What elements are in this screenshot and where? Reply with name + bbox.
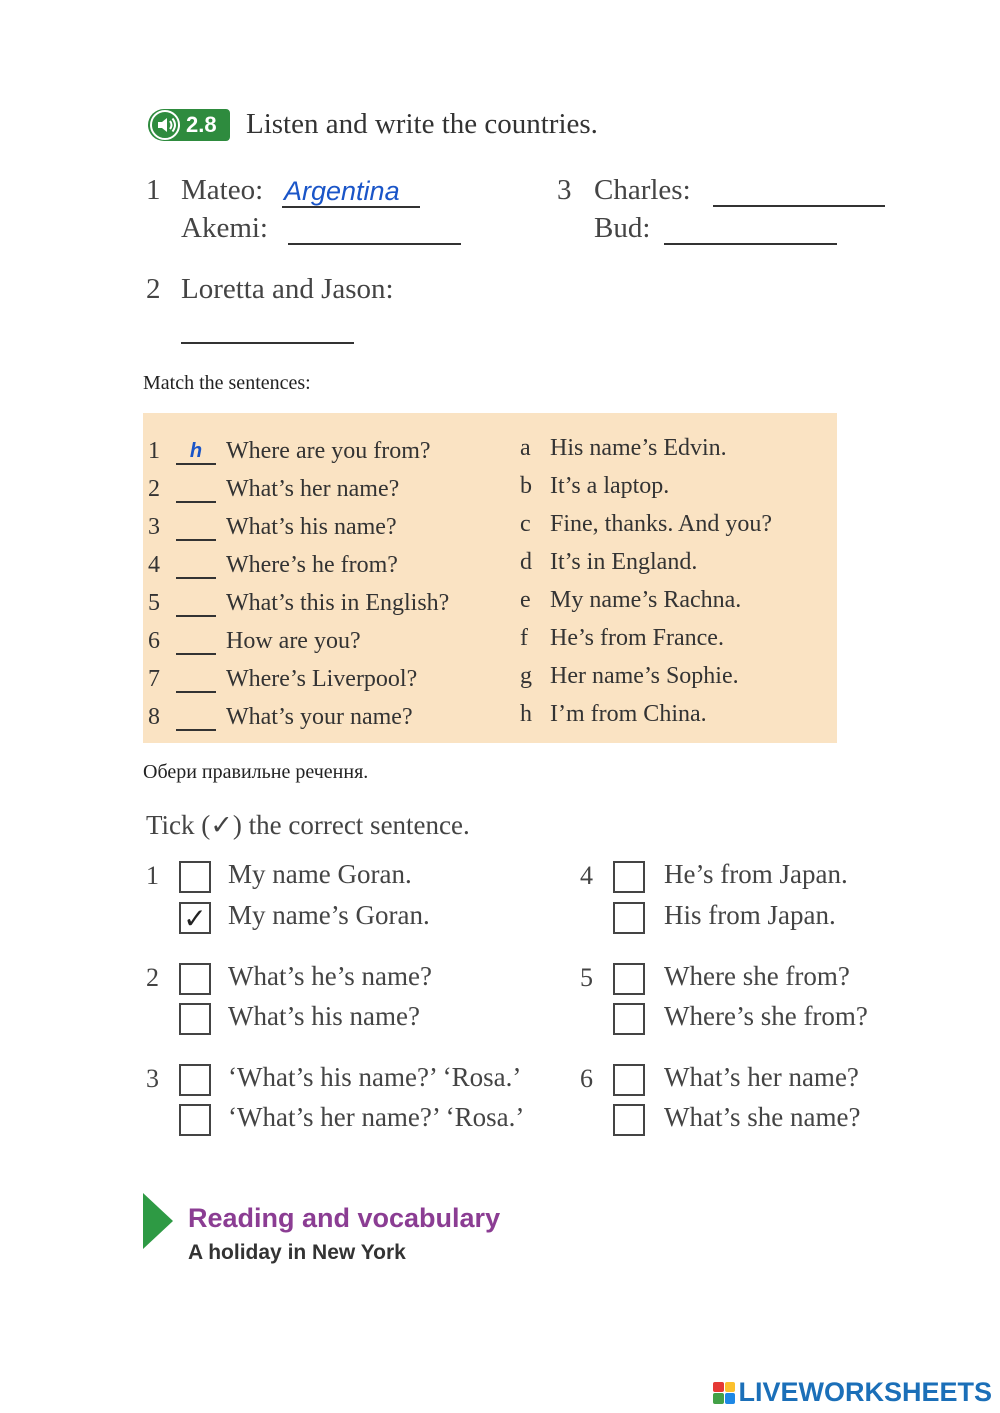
option-text: Where’s she from? [664, 1001, 868, 1031]
question-text: What’s her name? [226, 476, 400, 502]
match-answer-row [520, 424, 830, 462]
item-label: Akemi: [181, 212, 268, 244]
question-number: 3 [148, 514, 160, 540]
answer-blank[interactable] [176, 665, 216, 693]
audio-badge[interactable] [148, 109, 230, 141]
item-label: Charles: [594, 174, 691, 206]
section-subtitle: A holiday in New York [188, 1241, 406, 1264]
option-text: My name’s Goran. [228, 900, 430, 930]
match-question-row [148, 541, 508, 579]
answer-text: I’m from China. [550, 701, 707, 727]
match-question-row [148, 655, 508, 693]
question-number: 2 [148, 476, 160, 502]
checkbox[interactable] [179, 902, 211, 934]
checkbox[interactable] [179, 1104, 211, 1136]
question-text: What’s your name? [226, 704, 413, 730]
answer-text: Her name’s Sophie. [550, 663, 739, 689]
match-question-row [148, 503, 508, 541]
answer-blank[interactable] [176, 437, 216, 465]
answer-text: My name’s Rachna. [550, 587, 742, 613]
match-answer-row [520, 576, 830, 614]
question-number: 4 [148, 552, 160, 578]
option-text: What’s she name? [664, 1102, 861, 1132]
item-number: 3 [557, 174, 572, 206]
item-label: Loretta and Jason: [181, 273, 394, 305]
answer-letter: g [520, 663, 532, 689]
question-number: 6 [148, 628, 160, 654]
checkbox[interactable] [613, 1003, 645, 1035]
question-number: 7 [148, 666, 160, 692]
answer-letter: h [520, 701, 532, 727]
option-text: What’s he’s name? [228, 961, 432, 991]
answer-letter: b [520, 473, 532, 499]
answer-letter: h [189, 440, 203, 462]
checkbox[interactable] [179, 861, 211, 893]
group-number: 6 [580, 1064, 593, 1093]
checkbox[interactable] [613, 902, 645, 934]
section-arrow-icon [143, 1193, 173, 1249]
option-text: My name Goran. [228, 859, 412, 889]
answer-text: It’s a laptop. [550, 473, 670, 499]
answer-letter: f [520, 625, 528, 651]
match-question-row [148, 693, 508, 731]
audio-number: 2.8 [186, 112, 217, 137]
item-label: Mateo: [181, 174, 264, 206]
question-text: What’s his name? [226, 514, 397, 540]
question-text: How are you? [226, 628, 361, 654]
match-answer-row [520, 652, 830, 690]
exercise-title: Listen and write the countries. [246, 108, 598, 140]
answer-blank[interactable] [713, 205, 885, 207]
match-answer-row [520, 690, 830, 728]
checkbox[interactable] [613, 1064, 645, 1096]
answer-blank[interactable] [176, 703, 216, 731]
section-title: Reading and vocabulary [188, 1203, 501, 1233]
match-question-row [148, 427, 508, 465]
instruction-match: Match the sentences: [143, 372, 311, 394]
match-question-row [148, 617, 508, 655]
match-question-row [148, 579, 508, 617]
match-question-row [148, 465, 508, 503]
answer-line [282, 206, 420, 208]
answer-blank[interactable] [181, 342, 354, 344]
answer-blank[interactable] [664, 243, 837, 245]
option-text: Where she from? [664, 961, 850, 991]
answer-text: Argentina [284, 176, 400, 206]
answer-blank[interactable] [288, 243, 461, 245]
match-questions [148, 427, 508, 731]
logo-mark-icon [713, 1382, 735, 1404]
match-answer-row [520, 462, 830, 500]
question-text: Where’s Liverpool? [226, 666, 418, 692]
answer-letter: d [520, 549, 532, 575]
tick-title: Tick (✓) the correct sentence. [146, 810, 470, 840]
answer-text: His name’s Edvin. [550, 435, 727, 461]
checkmark: ✓ [183, 901, 207, 935]
option-text: What’s her name? [664, 1062, 859, 1092]
answer-text: It’s in England. [550, 549, 698, 575]
checkbox[interactable] [613, 1104, 645, 1136]
group-number: 3 [146, 1064, 159, 1093]
option-text: ‘What’s his name?’ ‘Rosa.’ [228, 1062, 522, 1092]
item-label: Bud: [594, 212, 651, 244]
answer-blank[interactable] [176, 513, 216, 541]
option-text: ‘What’s her name?’ ‘Rosa.’ [228, 1102, 525, 1132]
option-text: He’s from Japan. [664, 859, 848, 889]
speaker-icon [150, 110, 180, 140]
group-number: 2 [146, 963, 159, 992]
answer-letter: c [520, 511, 531, 537]
question-text: What’s this in English? [226, 590, 450, 616]
question-text: Where are you from? [226, 438, 431, 464]
checkbox[interactable] [179, 1003, 211, 1035]
match-answer-row [520, 500, 830, 538]
answer-letter: e [520, 587, 531, 613]
answer-text: He’s from France. [550, 625, 724, 651]
question-number: 1 [148, 438, 160, 464]
answer-blank[interactable] [176, 627, 216, 655]
group-number: 4 [580, 861, 593, 890]
question-text: Where’s he from? [226, 552, 398, 578]
checkbox[interactable] [613, 963, 645, 995]
option-text: His from Japan. [664, 900, 836, 930]
answer-blank[interactable] [176, 551, 216, 579]
match-answer-row [520, 614, 830, 652]
checkbox[interactable] [179, 1064, 211, 1096]
answer-blank[interactable] [176, 589, 216, 617]
checkbox[interactable] [613, 861, 645, 893]
question-number: 8 [148, 704, 160, 730]
match-answers [520, 424, 830, 728]
option-text: What’s his name? [228, 1001, 420, 1031]
match-answer-row [520, 538, 830, 576]
question-number: 5 [148, 590, 160, 616]
checkbox[interactable] [179, 963, 211, 995]
item-number: 2 [146, 273, 161, 305]
answer-blank[interactable] [176, 475, 216, 503]
brand-name: LIVEWORKSHEETS [738, 1377, 992, 1407]
instruction-choose: Обери правильне речення. [143, 761, 369, 783]
group-number: 1 [146, 861, 159, 890]
item-number: 1 [146, 174, 161, 206]
answer-text: Fine, thanks. And you? [550, 511, 772, 537]
group-number: 5 [580, 963, 593, 992]
liveworksheets-logo [713, 1377, 992, 1408]
answer-letter: a [520, 435, 531, 461]
